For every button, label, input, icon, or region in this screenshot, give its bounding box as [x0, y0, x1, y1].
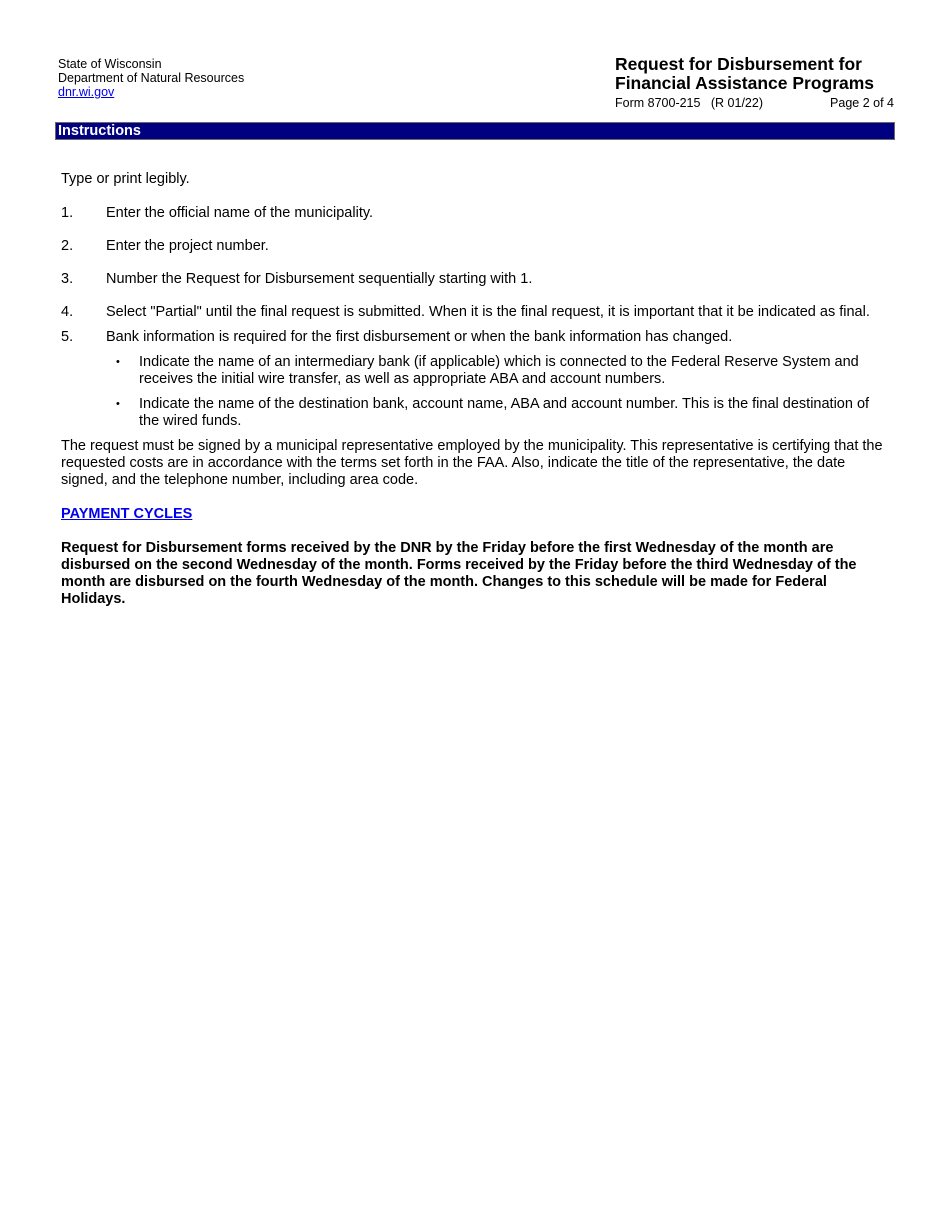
signature-instructions: The request must be signed by a municipal representative employed by the municipality. This representative is certifying that the requested costs are in accordance with the terms set forth in the FAA. Also, indicate the title of the representative, the date signed, and the telephone number, including area code. [61, 438, 883, 488]
agency-state: State of Wisconsin [58, 57, 162, 71]
agency-block [58, 57, 244, 99]
step-number: 2. [61, 238, 74, 254]
bank-info-bullet [106, 396, 891, 430]
payment-cycles-text: Request for Disbursement forms received by the DNR by the Friday before the first Wednesday of the month are disbursed on the second Wednesday of the month. Forms received by the Friday before the third Wednesday of the month are disbursed on the fourth Wednesday of the month. Changes to this schedule will be made for Federal Holidays. [61, 540, 857, 607]
form-title-line2: Financial Assistance Programs [615, 73, 875, 93]
step-number: 5. [61, 329, 74, 345]
bullet-icon: • [116, 356, 120, 368]
step-text: Enter the official name of the municipality. [106, 205, 374, 221]
step-number: 1. [61, 205, 74, 221]
form-meta [615, 96, 894, 110]
form-title-line1: Request for Disbursement for [615, 54, 862, 74]
agency-department: Department of Natural Resources [58, 71, 245, 85]
payment-cycles-link[interactable]: PAYMENT CYCLES [61, 506, 193, 522]
bullet-text: Indicate the name of the destination bank, account name, ABA and account number. This is the final destination of the wired funds. [139, 396, 870, 429]
bullet-icon: • [116, 398, 120, 410]
step-text: Number the Request for Disbursement sequentially starting with 1. [106, 271, 533, 287]
bank-info-bullet [106, 354, 891, 388]
agency-website-link[interactable]: dnr.wi.gov [58, 85, 115, 99]
form-title-block [615, 55, 894, 110]
form-number: Form 8700-215 (R 01/22) [615, 96, 763, 110]
step-number: 3. [61, 271, 74, 287]
step-number: 4. [61, 304, 74, 320]
step-text: Bank information is required for the first disbursement or when the bank information has changed. [106, 329, 733, 345]
page-number: Page 2 of 4 [830, 96, 894, 110]
instructions-intro: Type or print legibly. [61, 171, 190, 187]
section-header-instructions: Instructions [55, 122, 895, 140]
form-title [615, 55, 894, 93]
instruction-step [61, 304, 891, 321]
step-text: Enter the project number. [106, 238, 269, 254]
bullet-text: Indicate the name of an intermediary bank (if applicable) which is connected to the Federal Reserve System and receives the initial wire transfer, as well as appropriate ABA and account numbers. [139, 354, 859, 387]
instruction-step [61, 271, 891, 288]
instruction-step [61, 329, 891, 430]
step-text: Select "Partial" until the final request is submitted. When it is the final request, it is important that it be indicated as final. [106, 304, 870, 320]
instruction-step [61, 205, 891, 222]
instructions-content [61, 171, 891, 608]
instruction-step [61, 238, 891, 255]
